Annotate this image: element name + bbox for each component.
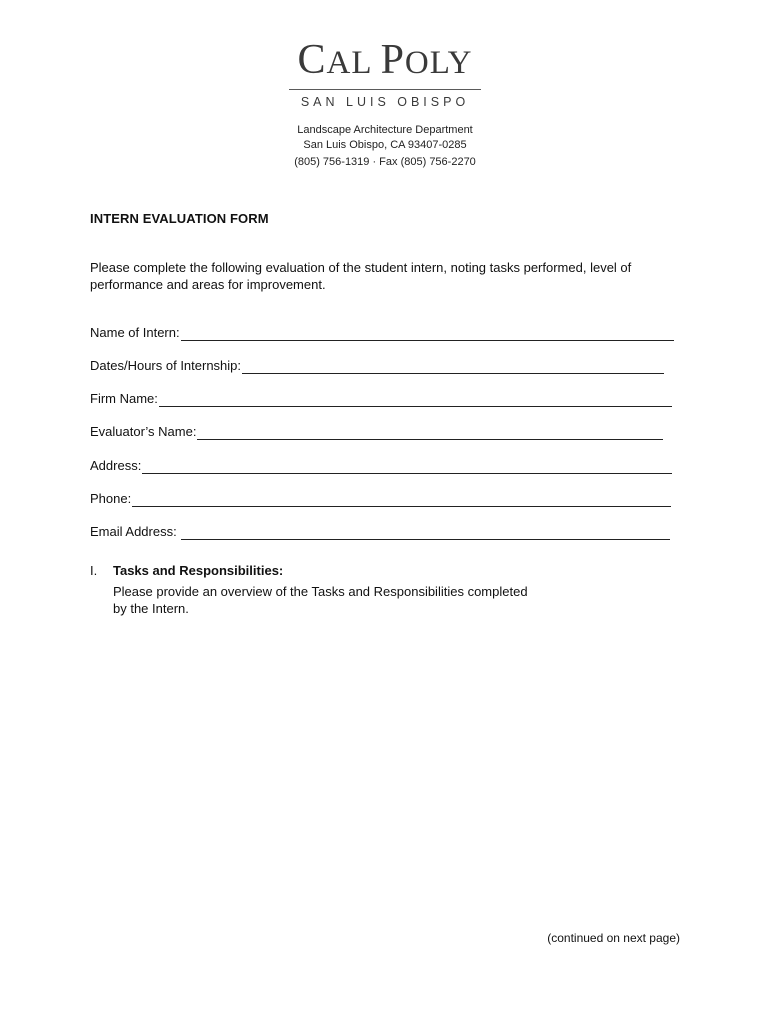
field-label: Email Address: — [90, 524, 181, 539]
field-label: Evaluator’s Name: — [90, 424, 197, 439]
field-phone — [90, 489, 671, 507]
field-label: Name of Intern: — [90, 325, 180, 340]
department-name: Landscape Architecture Department — [297, 124, 473, 136]
logo-subtitle: SAN LUIS OBISPO — [300, 95, 470, 109]
section-tasks — [90, 562, 283, 579]
address-input[interactable] — [142, 461, 672, 474]
field-firm-name — [90, 389, 672, 407]
logo-wordmark: CAL POLY — [297, 37, 473, 83]
logo-divider — [289, 89, 481, 90]
department-phone-fax: (805) 756-1319 · Fax (805) 756-2270 — [294, 156, 476, 168]
intro-paragraph: Please complete the following evaluation of the student intern, noting tasks performed, level of performance and areas for improvement. — [90, 260, 632, 292]
logo — [0, 38, 770, 110]
evaluator-name-input[interactable] — [197, 427, 663, 440]
field-address — [90, 456, 672, 474]
department-address: San Luis Obispo, CA 93407-0285 — [303, 139, 467, 151]
field-evaluator-name — [90, 422, 663, 440]
section-heading: Tasks and Responsibilities: — [113, 563, 284, 578]
field-intern-name — [90, 323, 674, 341]
field-dates-hours — [90, 356, 664, 374]
field-label: Phone: — [90, 491, 132, 506]
intern-name-input[interactable] — [181, 328, 674, 341]
phone-input[interactable] — [132, 494, 671, 507]
field-label: Address: — [90, 458, 142, 473]
email-input[interactable] — [181, 527, 670, 540]
dates-hours-input[interactable] — [242, 361, 664, 374]
field-email — [90, 522, 670, 540]
field-label: Firm Name: — [90, 391, 158, 406]
form-title: INTERN EVALUATION FORM — [90, 211, 269, 226]
section-number: I. — [90, 563, 98, 578]
department-info — [0, 123, 770, 170]
firm-name-input[interactable] — [159, 394, 672, 407]
section-tasks-description: Please provide an overview of the Tasks and Responsibilities completed by the Intern. — [113, 584, 528, 616]
field-label: Dates/Hours of Internship: — [90, 358, 242, 373]
continued-note: (continued on next page) — [547, 931, 680, 945]
